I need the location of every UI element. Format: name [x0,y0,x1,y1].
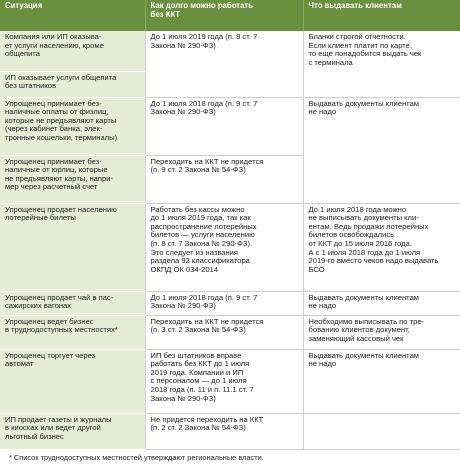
footnote: * Список труднодоступных местностей утверждают региональные власти. [9,453,264,462]
situation-cell: Упрощенец ведет бизнес в труднодоступных местностях* [0,315,145,349]
table-row [0,97,460,155]
period-cell: До 1 июля 2019 года (п. 8 ст. 7 Закона № 290-ФЗ) [145,31,303,97]
period-cell: Переходить на ККТ не придется (п. 9 ст. 2 Закона № 54-ФЗ) [145,155,303,203]
table-row [0,349,460,413]
situation-cell: Упрощенец продает чай в пас- сажирских вагонах [0,291,145,315]
period-cell: До 1 июля 2018 года (п. 9 ст. 7 Закона № 290-ФЗ) [145,291,303,315]
table-header-row [0,0,460,31]
period-cell: Переходить на ККТ не придется (п. 3 ст. 2 Закона № 54-ФЗ) [145,315,303,349]
table-row [0,315,460,349]
issue-cell: Бланки строгой отчетности. Если клиент платит по карте, то еще понадобится выдать чек с терминала [303,31,460,97]
situation-cell: Упрощенец торгует через автомат [0,349,145,413]
header-period: Как долго можно работать без ККТ [145,0,303,31]
situation-cell: Компания или ИП оказыва- ет услуги населению, кроме общепита [0,31,145,71]
situation-cell: Упрощенец продает населению лотерейные билеты [0,203,145,291]
period-cell: ИП без штатников вправе работать без ККТ до 1 июля 2019 года. Компании и ИП с персоналом — до 1 июля 2018 года (п. 11 и п. 11.1 ст. 7 Закона № 290-ФЗ) [145,349,303,413]
table-row [0,203,460,291]
table-row [0,413,460,449]
situation-cell: ИП продает газеты и журналы в киосках или ведет другой льготный бизнес [0,413,145,449]
situation-cell: ИП оказывает услуги общепита без штатников [0,71,145,97]
situation-cell: Упрощенец принимает без- наличные от юрлиц, которые не предъявляют карты, напри- мер через расчетный счет [0,155,145,203]
issue-cell: Выдавать документы клиентам не надо [303,291,460,315]
table-row [0,291,460,315]
header-issue: Что выдавать клиентам [303,0,460,31]
table-row [0,31,460,71]
header-situation: Ситуация [0,0,145,31]
issue-cell [303,413,460,449]
period-cell: Не придется переходить на ККТ (п. 2 ст. 2 Закона № 54-ФЗ) [145,413,303,449]
situation-cell: Упрощенец принимает без- наличные оплаты от физлиц, которые не предъявляют карты (через кабинет банка, элек- тронные кошельки, терминалы) [0,97,145,155]
issue-cell: До 1 июля 2018 года можно не выписывать документы кли- ентам. Ведь продажи лотерейных билетов освобождались от ККТ до 15 июля 2016 года. А с 1 июля 2018 года до 1 июля 2019-го вместо чеков надо выдавать БСО [303,203,460,291]
period-cell: До 1 июля 2018 года (п. 9 ст. 7 Закона № 290-ФЗ) [145,97,303,155]
issue-cell: Выдавать документы клиентам не надо [303,97,460,203]
issue-cell: Необходимо выписывать по тре- бованию клиентов документ, заменяющий кассовый чек [303,315,460,349]
period-cell: Работать без кассы можно до 1 июля 2019 года, так как распространение лотерейных билетов — услуги населению (п. 8 ст. 7 Закона № 290-ФЗ). Это следует из названия раздела 92 классификатора ОКПД ОК 034-2014 [145,203,303,291]
issue-cell: Выдавать документы клиентам не надо [303,349,460,413]
